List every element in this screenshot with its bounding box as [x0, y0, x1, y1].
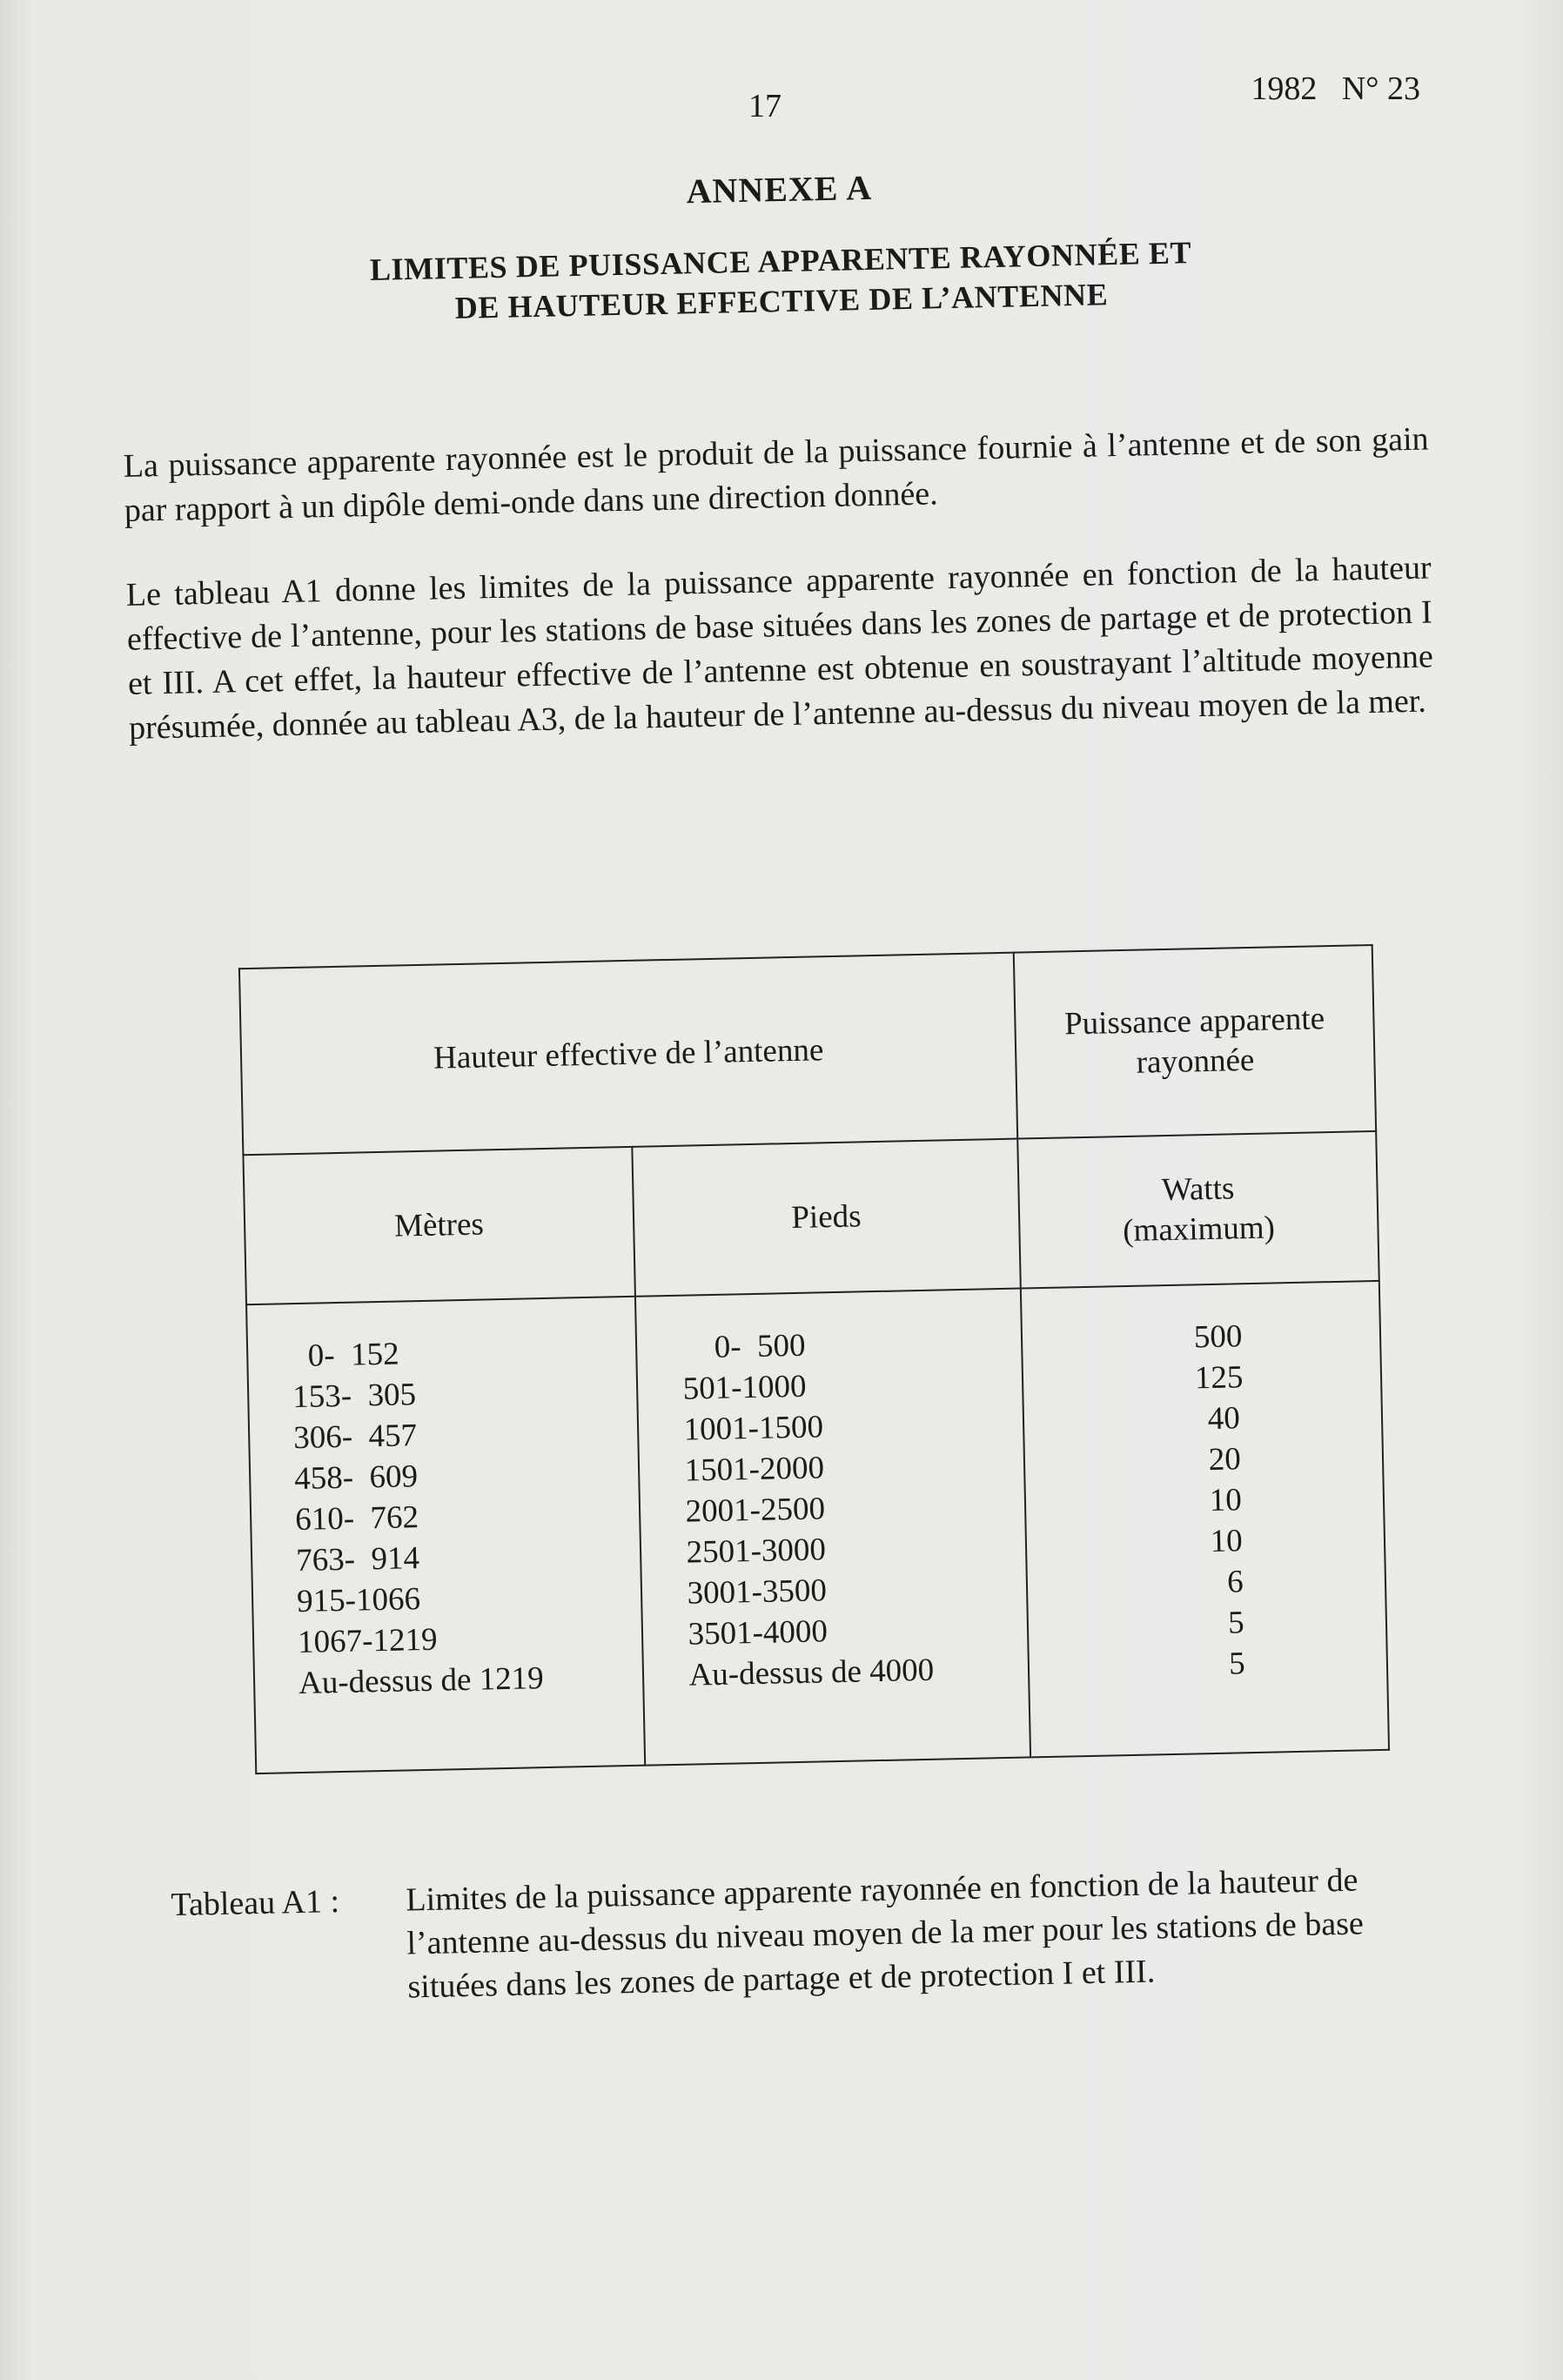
watts-value: 10	[1202, 1523, 1244, 1560]
pieds-value: 501-1000	[682, 1368, 807, 1407]
table-row	[246, 1281, 1389, 1773]
paragraph-2: Le tableau A1 donne les limites de la puissance apparente rayonnée en fonction de la hauteur effective de l’antenne, pour les stations de base situées dans les zones de partage et de protection I et III. A cet effet, la hauteur effective de l’antenne est obtenue en soustrayant l’altitude moyenne présumée, donnée au tableau A3, de la hauteur de l’antenne au-dessus du niveau moyen de la mer.	[125, 549, 1434, 747]
header-power-line2: rayonnée	[1136, 1042, 1255, 1081]
annex-title-line1: LIMITES DE PUISSANCE APPARENTE RAYONNÉE ET	[369, 235, 1192, 287]
header-watts-line2: (maximum)	[1122, 1210, 1276, 1250]
caption-label: Tableau A1 :	[171, 1883, 340, 1924]
pieds-value: 3001-3500	[687, 1572, 828, 1612]
metres-value: 763- 914	[295, 1540, 420, 1579]
table-caption	[171, 1856, 1459, 2006]
pieds-column	[634, 1289, 1030, 1766]
pieds-value: 2001-2500	[685, 1491, 826, 1530]
metres-value: 915-1066	[296, 1581, 421, 1620]
watts-value: 125	[1194, 1359, 1244, 1397]
header-watts-line1: Watts	[1161, 1170, 1235, 1209]
header-power-line1: Puissance apparente	[1063, 1001, 1325, 1043]
header-metres: Mètres	[243, 1147, 634, 1304]
watts-value: 10	[1201, 1482, 1243, 1519]
annex-title	[119, 227, 1444, 335]
watts-column	[1021, 1281, 1389, 1758]
header-watts	[1017, 1131, 1379, 1289]
watts-value: 5	[1204, 1646, 1246, 1683]
metres-value: 153- 305	[292, 1377, 417, 1416]
pieds-value: 2501-3000	[686, 1532, 827, 1571]
watts-value: 6	[1203, 1564, 1244, 1601]
limits-table	[238, 944, 1390, 1774]
paragraph-1: La puissance apparente rayonnée est le produit de la puissance fournie à l’antenne et de son gain par rapport à un dipôle demi-onde dans une direction donnée.	[123, 420, 1429, 529]
metres-column	[246, 1297, 645, 1773]
pieds-value: 1001-1500	[683, 1409, 824, 1448]
caption-text: Limites de la puissance apparente rayonnée en fonction de la hauteur de l’antenne au-dessus du niveau moyen de la mer pour les stations de base situées dans les zones de partage et de protection I et III.	[405, 1861, 1365, 2006]
metres-value: 1067-1219	[297, 1621, 438, 1661]
pieds-value: 1501-2000	[684, 1450, 825, 1489]
watts-value: 40	[1199, 1400, 1241, 1438]
annex-label: ANNEXE A	[686, 167, 873, 211]
header-effective-height: Hauteur effective de l’antenne	[239, 953, 1017, 1156]
issue-label: 1982 N° 23	[1251, 70, 1420, 107]
page-number: 17	[748, 88, 782, 124]
watts-value: 500	[1193, 1318, 1243, 1356]
table-a1	[238, 944, 1390, 1774]
page-header	[0, 70, 1563, 122]
metres-value: 0- 152	[291, 1336, 400, 1375]
watts-value: 20	[1200, 1441, 1242, 1478]
metres-value: Au-dessus de 1219	[298, 1660, 545, 1702]
metres-value: 610- 762	[294, 1499, 419, 1539]
watts-value: 5	[1203, 1605, 1245, 1642]
metres-value: 306- 457	[292, 1418, 418, 1457]
pieds-value: Au-dessus de 4000	[688, 1652, 935, 1693]
pieds-value: 0- 500	[681, 1327, 806, 1366]
pieds-value: 3501-4000	[688, 1613, 828, 1653]
header-pieds: Pieds	[632, 1139, 1021, 1297]
annex-title-line2: DE HAUTEUR EFFECTIVE DE L’ANTENNE	[454, 277, 1109, 325]
header-radiated-power	[1014, 945, 1376, 1139]
metres-value: 458- 609	[293, 1458, 419, 1498]
annex-content	[117, 155, 1452, 2006]
